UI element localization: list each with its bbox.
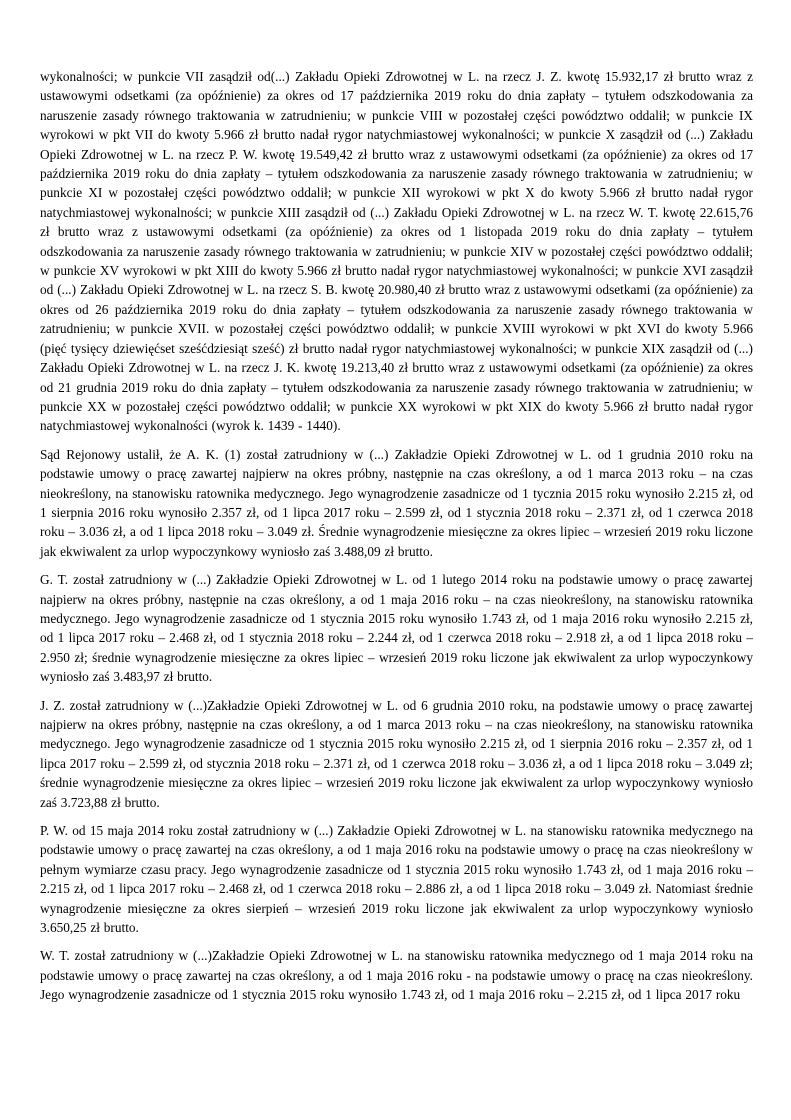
paragraph-findings-g-t: G. T. został zatrudniony w (...) Zakładzie Opieki Zdrowotnej w L. od 1 lutego 2014 roku na podstawie umowy o pracę zawartej najpierw na okres próbny, następnie na czas określony, a od 1 maja 2016 roku – na czas nieokreślony, na stanowisku ratownika medycznego. Jego wynagrodzenie zasadnicze od 1 stycznia 2015 roku wynosiło 1.743 zł, od 1 maja 2016 roku wynosiło 2.215 zł, od 1 lipca 2017 roku – 2.468 zł, od 1 stycznia 2018 roku – 2.244 zł, od 1 czerwca 2018 roku – 2.918 zł, a od 1 lipca 2018 roku – 2.950 zł; średnie wynagrodzenie miesięczne za okres lipiec – wrzesień 2019 roku liczone jak ekwiwalent za urlop wypoczynkowy wyniosło zaś 3.483,97 zł brutto. [40, 572, 753, 685]
paragraph-judgment-operative: wykonalności; w punkcie VII zasądził od(...) Zakładu Opieki Zdrowotnej w L. na rzecz J. Z. kwotę 15.932,17 zł brutto wraz z ustawowymi odsetkami (za opóźnienie) za okres od 17 października 2019 roku do dnia zapłaty – tytułem odszkodowania za naruszenie zasady równego traktowania w zatrudnieniu; w punkcie VIII w pozostałej części powództwo oddalił; w punkcie IX wyrokowi w pkt VII do kwoty 5.966 zł brutto nadał rygor natychmiastowej wykonalności; w punkcie X zasądził od (...) Zakładu Opieki Zdrowotnej w L. na rzecz P. W. kwotę 19.549,42 zł brutto wraz z ustawowymi odsetkami (za opóźnienie) za okres od 17 października 2019 roku do dnia zapłaty – tytułem odszkodowania za naruszenie zasady równego traktowania w zatrudnieniu; w punkcie XI w pozostałej części powództwo oddalił; w punkcie XII wyrokowi w pkt X do kwoty 5.966 zł brutto nadał rygor natychmiastowej wykonalności; w punkcie XIII zasądził od (...) Zakładu Opieki Zdrowotnej w L. na rzecz W. T. kwotę 22.615,76 zł brutto wraz z ustawowymi odsetkami (za opóźnienie) za okres od 1 listopada 2019 roku do dnia zapłaty – tytułem odszkodowania za naruszenie zasady równego traktowania w zatrudnieniu; w punkcie XIV w pozostałej części powództwo oddalił; w punkcie XV wyrokowi w pkt XIII do kwoty 5.966 zł brutto nadał rygor natychmiastowej wykonalności; w punkcie XVI zasądził od (...) Zakładu Opieki Zdrowotnej w L. na rzecz S. B. kwotę 20.980,40 zł brutto wraz z ustawowymi odsetkami (za opóźnienie) za okres od 26 października 2019 roku do dnia zapłaty – tytułem odszkodowania za naruszenie zasady równego traktowania w zatrudnieniu; w punkcie XVII. w pozostałej części powództwo oddalił; w punkcie XVIII wyrokowi w pkt XVI do kwoty 5.966 (pięć tysięcy dziewięćset sześćdziesiąt sześć) zł brutto nadał rygor natychmiastowej wykonalności; w punkcie XIX zasądził od (...) Zakładu Opieki Zdrowotnej w L. na rzecz J. K. kwotę 19.213,40 zł brutto wraz z ustawowymi odsetkami (za opóźnienie) za okres od 21 grudnia 2019 roku do dnia zapłaty – tytułem odszkodowania za naruszenie zasady równego traktowania w zatrudnieniu; w punkcie XX w pozostałej części powództwo oddalił; w punkcie XX wyrokowi w pkt XIX do kwoty 5.966 zł brutto nadał rygor natychmiastowej wykonalności (wyrok k. 1439 - 1440). [40, 69, 753, 434]
paragraph-findings-j-z: J. Z. został zatrudniony w (...)Zakładzie Opieki Zdrowotnej w L. od 6 grudnia 2010 roku, na podstawie umowy o pracę zawartej najpierw na okres próbny, następnie na czas określony, a od 1 marca 2013 roku – na czas nieokreślony, na stanowisku ratownika medycznego. Jego wynagrodzenie zasadnicze od 1 stycznia 2015 roku wynosiło 2.215 zł, od 1 sierpnia 2016 roku – 2.357 zł, od 1 lipca 2017 roku – 2.599 zł, od stycznia 2018 roku – 2.371 zł, od 1 czerwca 2018 roku – 3.036 zł, a od 1 lipca 2018 roku – 3.049 zł; średnie wynagrodzenie miesięczne za okres lipiec – wrzesień 2019 roku liczone jak ekwiwalent za urlop wypoczynkowy wyniosło zaś 3.723,88 zł brutto. [40, 697, 753, 810]
paragraph-findings-p-w: P. W. od 15 maja 2014 roku został zatrudniony w (...) Zakładzie Opieki Zdrowotnej w L. na stanowisku ratownika medycznego na podstawie umowy o pracę zawartej na czas określony, a od 1 maja 2016 roku na podstawie umowy o pracę na czas nieokreślony w pełnym wymiarze czasu pracy. Jego wynagrodzenie zasadnicze od 1 stycznia 2015 roku wynosiło 1.743 zł, od 1 maja 2016 roku – 2.215 zł, od 1 lipca 2017 roku – 2.468 zł, od 1 czerwca 2018 roku – 2.886 zł, a od 1 lipca 2018 roku – 3.049 zł. Natomiast średnie wynagrodzenie miesięczne za okres sierpień – wrzesień 2019 roku liczone jak ekwiwalent za urlop wypoczynkowy wyniosło 3.650,25 zł brutto. [40, 823, 753, 936]
paragraph-findings-w-t: W. T. został zatrudniony w (...)Zakładzie Opieki Zdrowotnej w L. na stanowisku ratownika medycznego od 1 maja 2014 roku na podstawie umowy o pracę zawartej na czas określony, a od 1 maja 2016 roku - na podstawie umowy o pracę na czas nieokreślony. Jego wynagrodzenie zasadnicze od 1 stycznia 2015 roku wynosiło 1.743 zł, od 1 maja 2016 roku – 2.215 zł, od 1 lipca 2017 roku [40, 948, 753, 1003]
paragraph-findings-a-k: Sąd Rejonowy ustalił, że A. K. (1) został zatrudniony w (...) Zakładzie Opieki Zdrowotnej w L. od 1 grudnia 2010 roku na podstawie umowy o pracę zawartej najpierw na okres próbny, następnie na czas określony, a od 1 marca 2013 roku – na czas nieokreślony, na stanowisku ratownika medycznego. Jego wynagrodzenie zasadnicze od 1 tycznia 2015 roku wynosiło 2.215 zł, od 1 sierpnia 2016 roku wynosiło 2.357 zł, od 1 lipca 2017 roku – 2.599 zł, od 1 stycznia 2018 roku – 2.371 zł, od 1 czerwca 2018 roku – 3.036 zł, a od 1 lipca 2018 roku – 3.049 zł. Średnie wynagrodzenie miesięczne za okres lipiec – wrzesień 2019 roku liczone jak ekwiwalent za urlop wypoczynkowy wyniosło zaś 3.488,09 zł brutto. [40, 446, 753, 559]
